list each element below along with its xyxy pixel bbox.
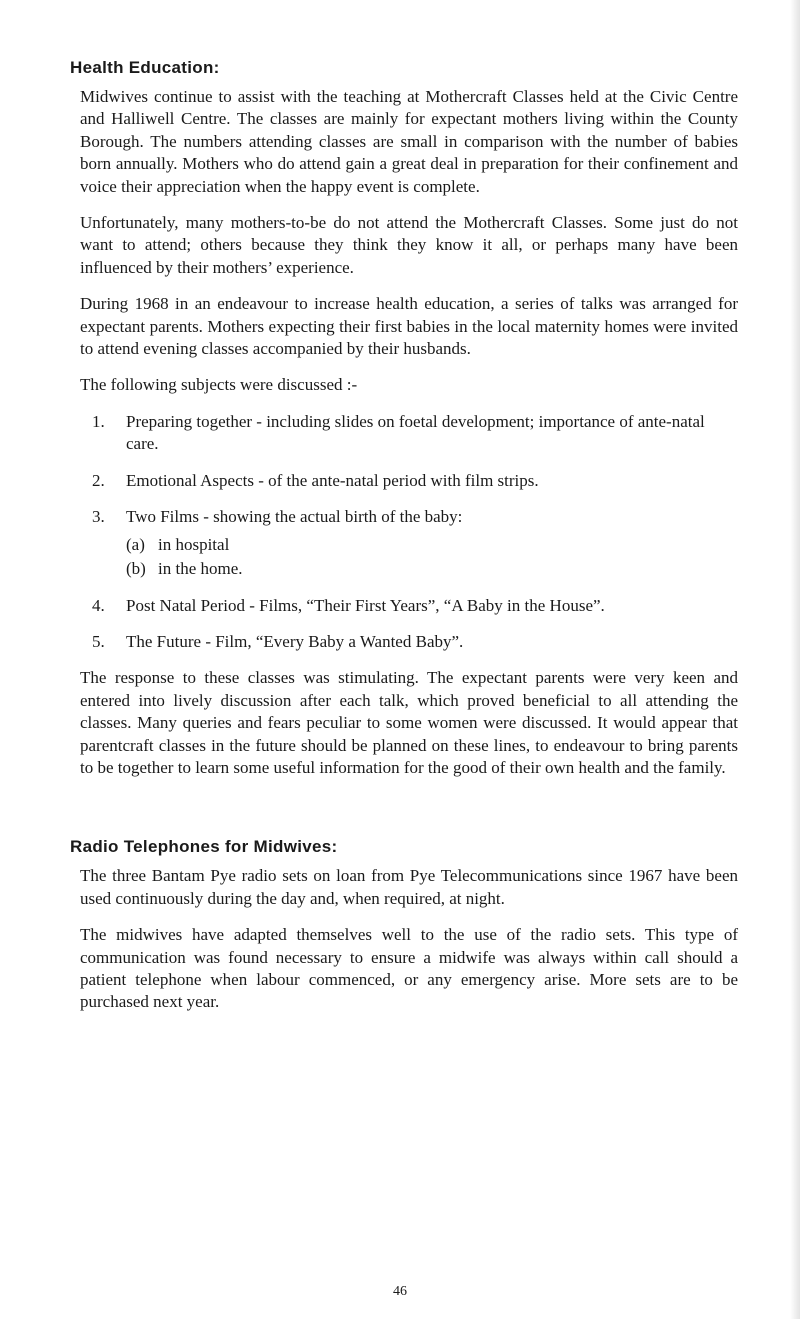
list-number: 2.: [92, 470, 105, 490]
list-item: [80, 631, 738, 653]
subjects-list: [80, 411, 738, 653]
paragraph: Unfortunately, many mothers-to-be do not attend the Mothercraft Classes. Some just do not want to attend; others because they think they know it all, or perhaps many have been influenced by their mothers’ experience.: [80, 213, 738, 277]
sub-item: [126, 557, 738, 581]
sub-text: in hospital: [158, 534, 230, 554]
page-edge-shadow: [790, 0, 800, 1319]
sub-label: (a): [126, 534, 145, 554]
sub-item: [126, 533, 738, 557]
paragraph: Midwives continue to assist with the teaching at Mothercraft Classes held at the Civic Centre and Halliwell Centre. The classes are mainly for expectant mothers living within the County Borough. The numbers attending classes are small in comparison with the number of babies born annually. Mothers who do attend gain a great deal in preparation for their confinement and voice their appreciation when the happy event is complete.: [80, 87, 738, 196]
section-heading: Radio Telephones for Midwives:: [70, 837, 338, 857]
section-health-education: [70, 58, 738, 779]
section-spacer: [70, 793, 738, 837]
list-number: 5.: [92, 631, 105, 651]
list-text: Post Natal Period - Films, “Their First Years”, “A Baby in the House”.: [126, 595, 605, 615]
page-number: 46: [393, 1284, 407, 1299]
list-text: The Future - Film, “Every Baby a Wanted Baby”.: [126, 631, 464, 651]
list-item: [80, 595, 738, 617]
document-page: [70, 58, 738, 1028]
list-number: 4.: [92, 595, 105, 615]
list-number: 3.: [92, 507, 105, 527]
list-text: Two Films - showing the actual birth of the baby:: [126, 507, 463, 527]
paragraph: The three Bantam Pye radio sets on loan from Pye Telecommunications since 1967 have been used continuously during the day and, when required, at night.: [80, 866, 738, 908]
list-text: Preparing together - including slides on foetal development; importance of ante-natal care.: [126, 411, 705, 454]
list-text: Emotional Aspects - of the ante-natal period with film strips.: [126, 470, 539, 490]
list-item: [80, 411, 738, 456]
list-item: [80, 470, 738, 492]
sub-list: [80, 533, 738, 581]
list-number: 1.: [92, 411, 105, 431]
paragraph: The response to these classes was stimulating. The expectant parents were very keen and entered into lively discussion after each talk, which proved beneficial to all attending the classes. Many queries and fears peculiar to some women were discussed. It would appear that parentcraft classes in the future should be planned on these lines, to endeavour to bring parents to be together to learn some useful information for the good of their own health and the family.: [80, 668, 738, 777]
section-heading: Health Education:: [70, 58, 220, 77]
paragraph: The midwives have adapted themselves well to the use of the radio sets. This type of communication was found necessary to ensure a midwife was always within call should a patient telephone when labour commenced, or any emergency arise. More sets are to be purchased next year.: [80, 925, 738, 1012]
sub-text: in the home.: [158, 558, 243, 578]
section-radio-telephones: [70, 837, 738, 1013]
list-item: [80, 506, 738, 528]
paragraph: During 1968 in an endeavour to increase health education, a series of talks was arranged for expectant parents. Mothers expecting their first babies in the local maternity homes were invited to attend evening classes accompanied by their husbands.: [80, 294, 738, 359]
sub-label: (b): [126, 558, 146, 578]
paragraph: The following subjects were discussed :-: [80, 375, 358, 395]
